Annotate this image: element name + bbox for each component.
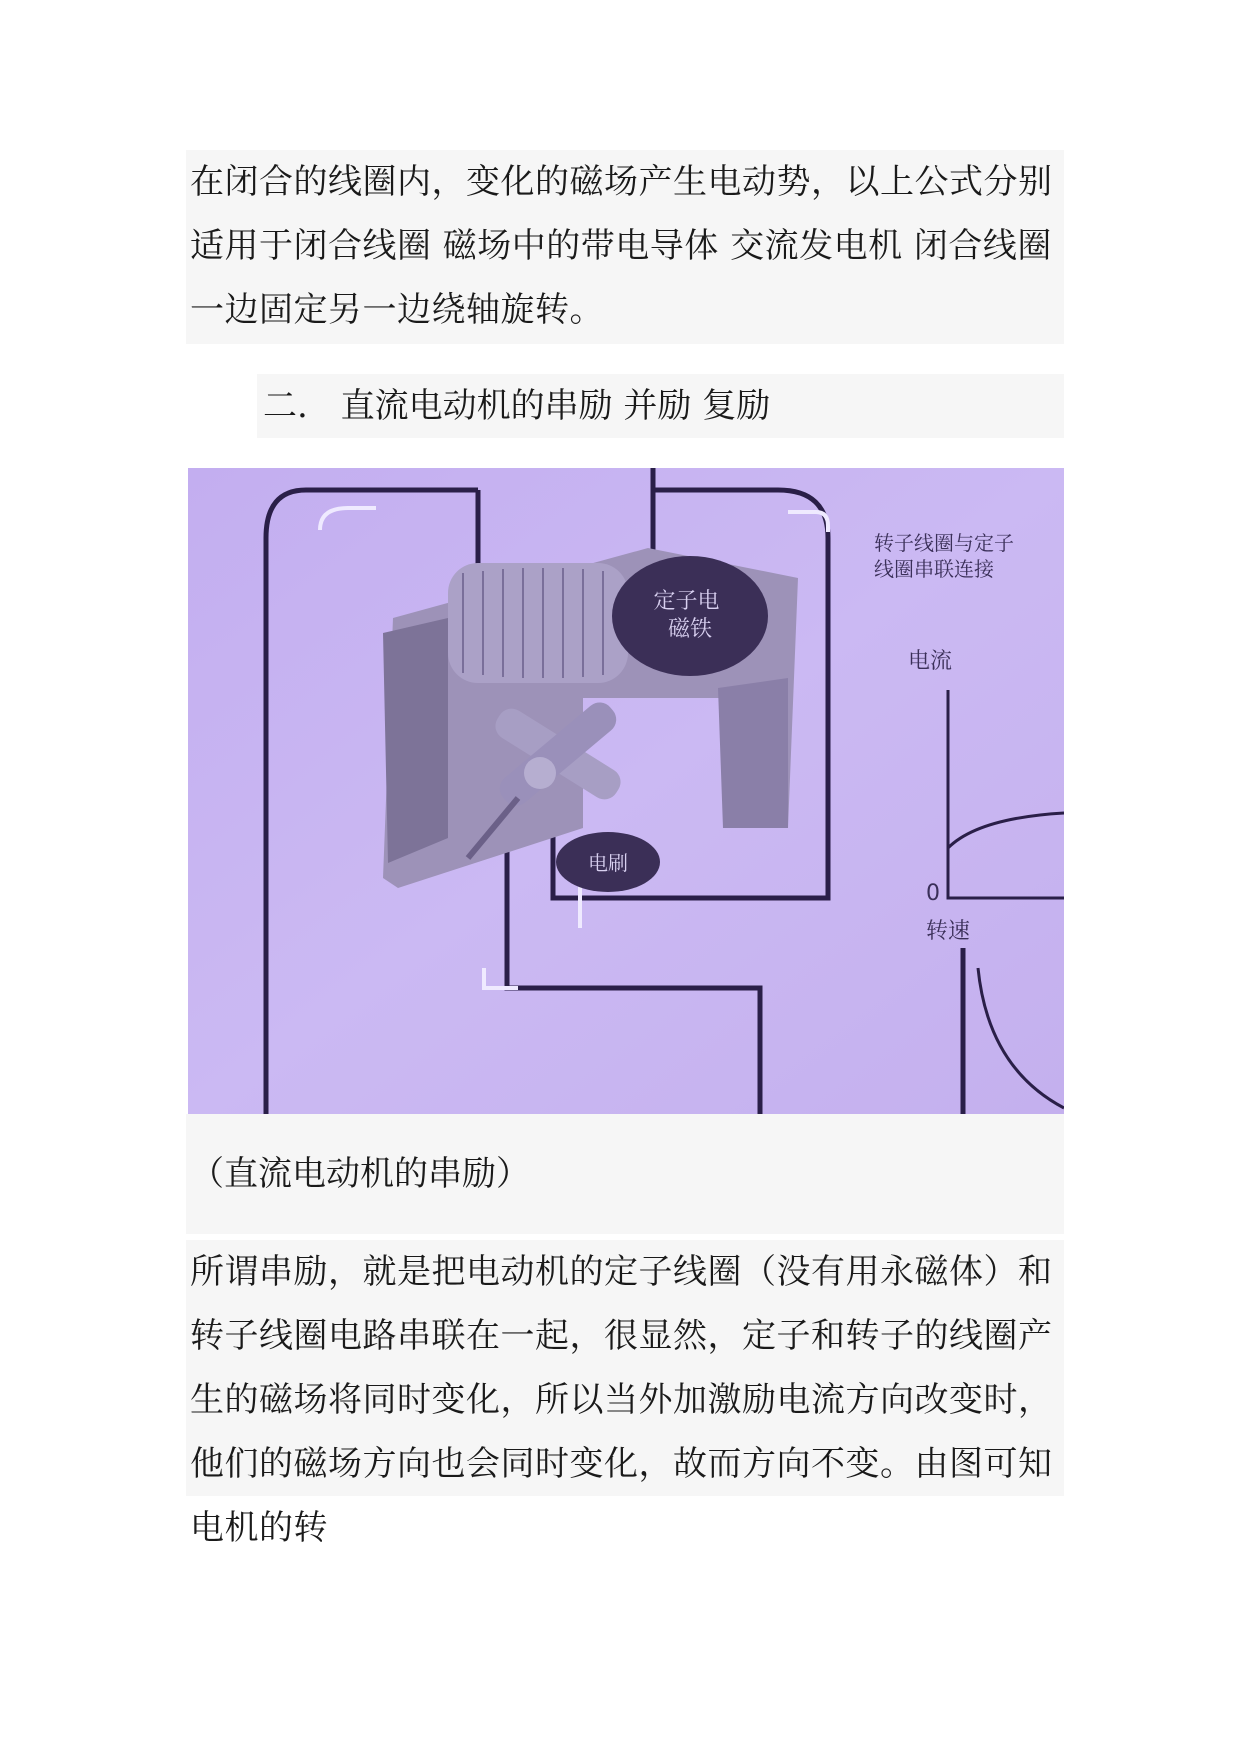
series-motor-diagram — [188, 468, 1064, 1114]
figure-caption: （直流电动机的串励） — [186, 1114, 1064, 1234]
series-note: 转子线圈与定子 — [874, 531, 1014, 555]
section-title: 直流电动机的串励 并励 复励 — [340, 386, 771, 426]
brush-text: 电刷 — [588, 851, 628, 875]
svg-text:转速 — [926, 919, 970, 944]
speed-axis-label: 转速 — [926, 919, 971, 944]
section-heading — [257, 374, 1064, 438]
paragraph-series-explanation: 所谓串励，就是把电动机的定子线圈（没有用永磁体）和转子线圈电路串联在一起，很显然，定子和转子的线圈产生的磁场将同时变化，所以当外加激励电流方向改变时，他们的磁场方向也会同时变化，故而方向不变。由图可知电机的转 — [186, 1240, 1064, 1496]
motor-photo — [188, 468, 1064, 1114]
stator-coil — [448, 563, 628, 683]
svg-text:电流 — [908, 649, 952, 674]
series-note-line2: 线圈串联连接 — [874, 557, 994, 581]
svg-text:0 — [926, 881, 940, 906]
current-axis-label: 电流 — [908, 649, 953, 674]
svg-text:电刷 — [588, 851, 628, 875]
section-number: 二. — [263, 386, 308, 426]
stator-text: 定子电 — [653, 589, 720, 614]
brush-label — [556, 832, 660, 892]
paragraph-intro: 在闭合的线圈内，变化的磁场产生电动势，以上公式分别适用于闭合线圈 磁场中的带电导体 交流发电机 闭合线圈一边固定另一边绕轴旋转。 — [186, 150, 1064, 344]
stator-text-line2: 磁铁 — [667, 617, 713, 642]
zero-label: 0 — [926, 881, 940, 906]
stator-label — [612, 556, 768, 676]
